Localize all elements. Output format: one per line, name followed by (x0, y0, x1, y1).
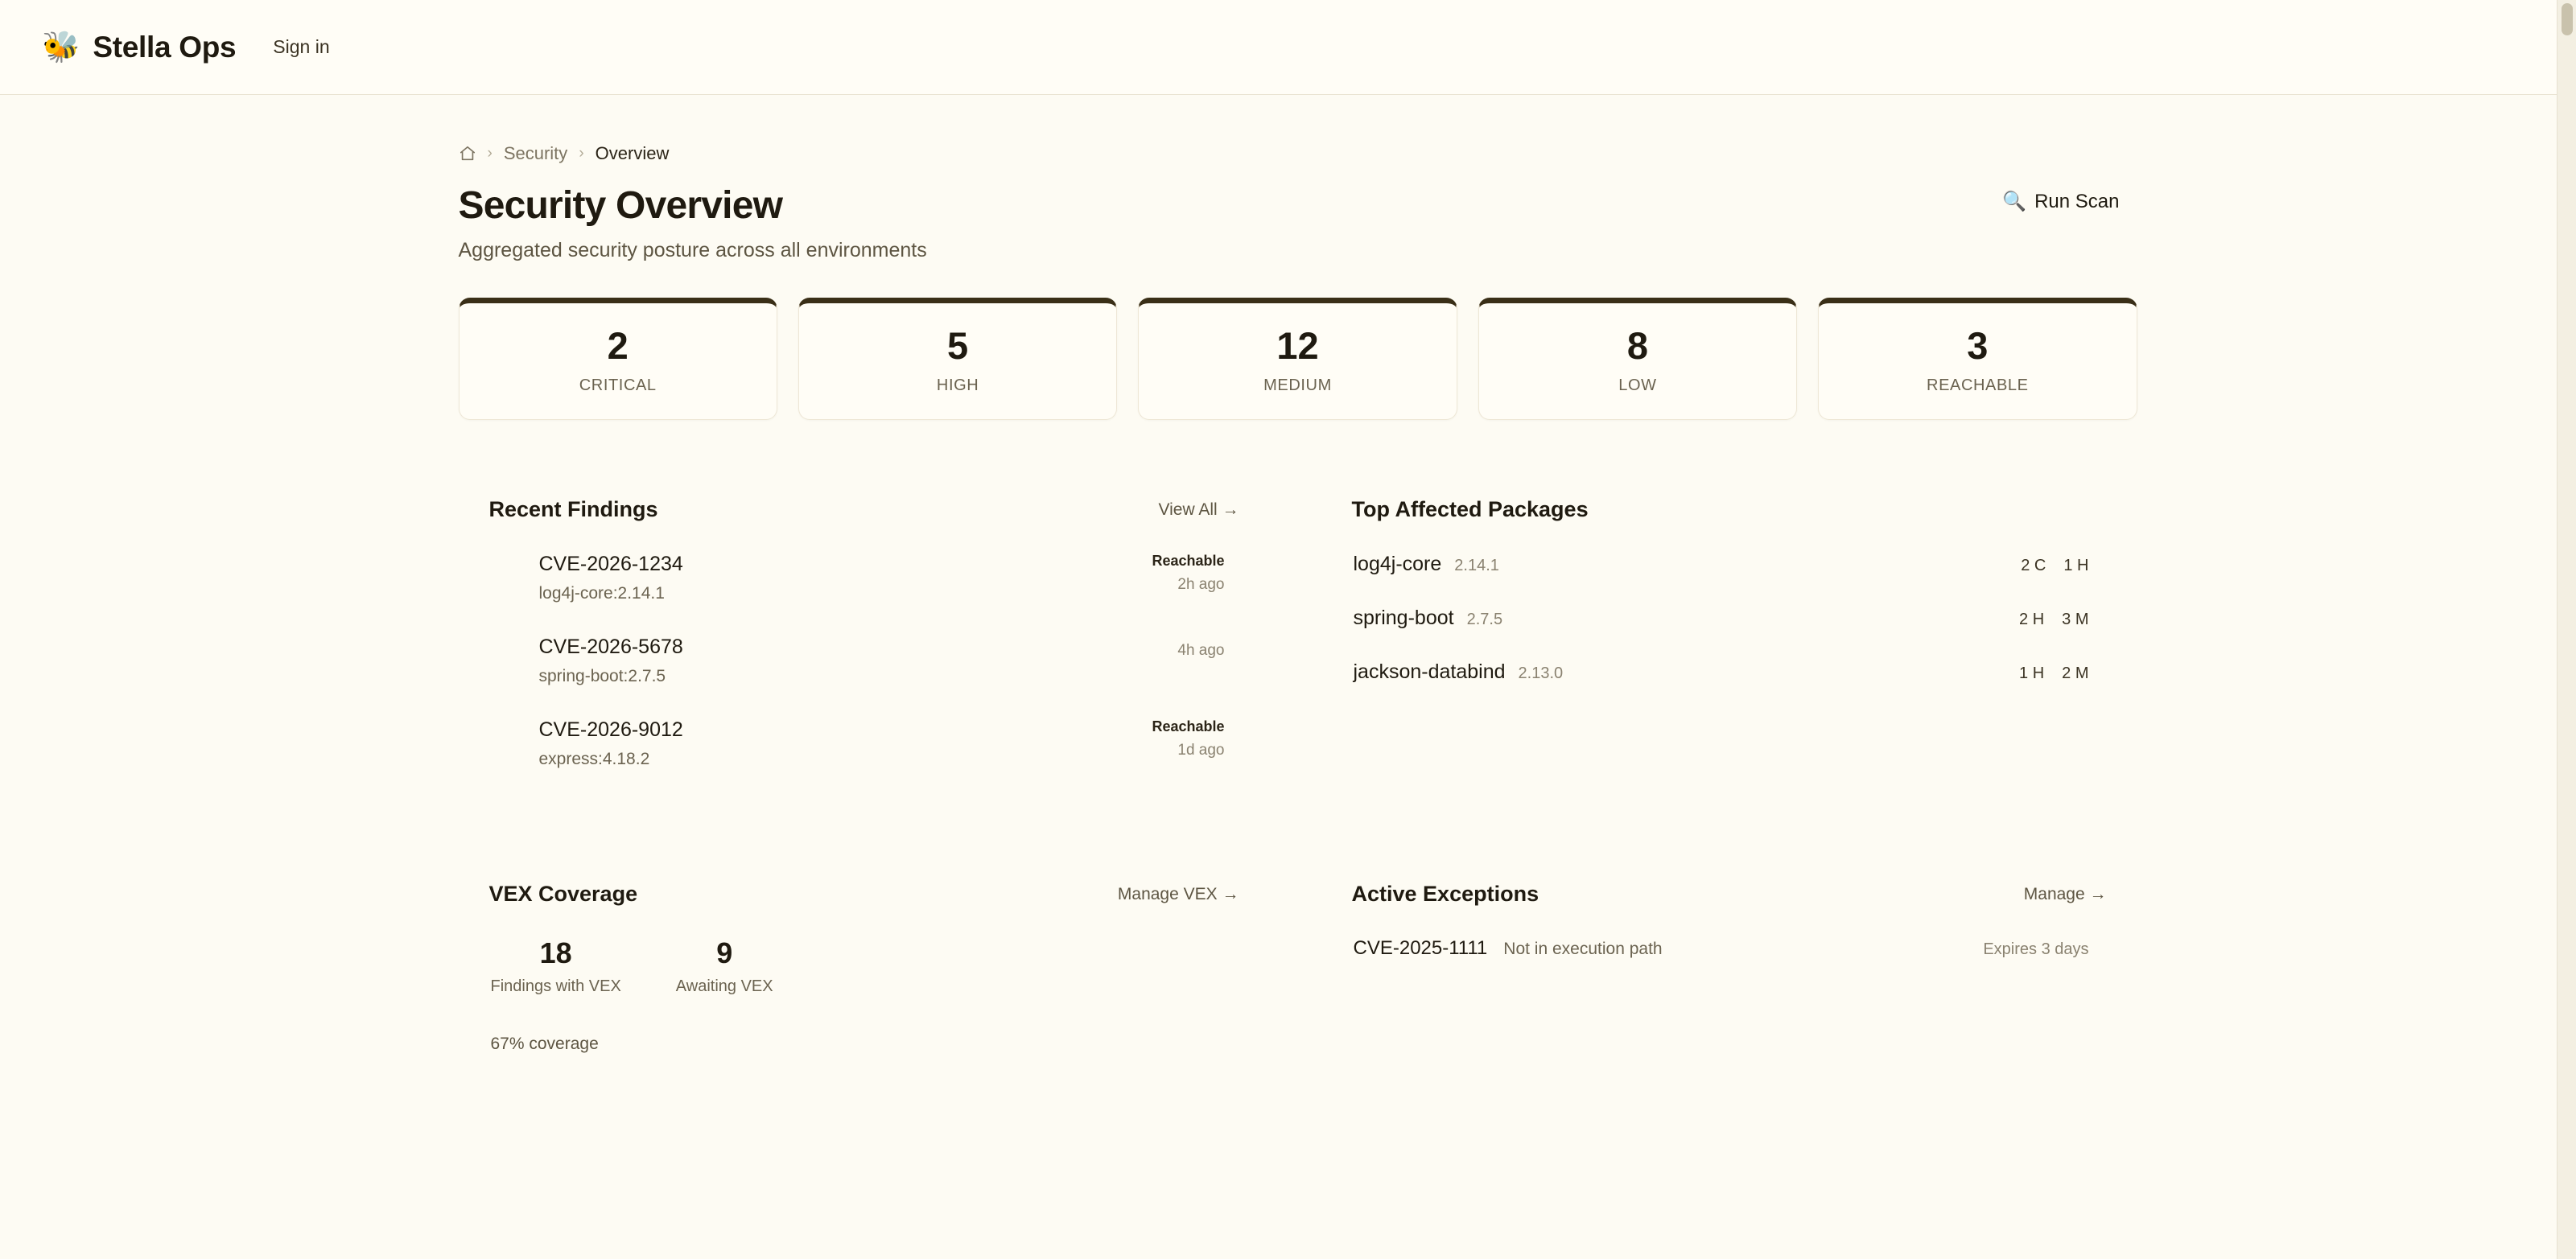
package-severity-counts (2019, 664, 2088, 683)
vex-metrics (489, 937, 1239, 996)
finding-main (539, 553, 683, 603)
severity-count: 2 C (2021, 557, 2046, 575)
package-row[interactable] (1352, 553, 2107, 576)
finding-meta (1177, 636, 1224, 660)
package-severity-counts (2021, 557, 2088, 575)
exception-id: CVE-2025-1111 (1353, 937, 1488, 960)
package-severity-counts (2019, 611, 2088, 629)
stat-value: 2 (607, 324, 629, 367)
stat-card-low[interactable] (1478, 298, 1797, 420)
top-packages-header (1352, 497, 2107, 522)
package-identity (1354, 553, 1499, 576)
vex-coverage-panel (459, 882, 1270, 1054)
finding-row[interactable] (489, 718, 1239, 769)
finding-timestamp: 1d ago (1177, 742, 1225, 759)
package-version: 2.13.0 (1518, 664, 1564, 683)
manage-vex-button[interactable]: Manage VEX → (1117, 884, 1239, 903)
severity-count: 1 H (2019, 664, 2045, 683)
package-name: spring-boot (1353, 607, 1454, 630)
top-navigation-bar (0, 0, 2576, 95)
finding-id: CVE-2026-1234 (538, 553, 683, 576)
metric-caption: Findings with VEX (490, 977, 621, 995)
bee-icon: 🐝 (42, 30, 80, 64)
vex-coverage-header (489, 882, 1239, 907)
metric-value: 9 (716, 936, 733, 970)
stat-label: CRITICAL (579, 376, 657, 395)
finding-main (539, 636, 683, 686)
breadcrumb-item-overview: Overview (595, 143, 670, 163)
stat-card-high[interactable] (798, 298, 1117, 420)
panel-title: Top Affected Packages (1351, 497, 1589, 522)
severity-count: 3 M (2062, 611, 2089, 629)
top-affected-packages-panel (1326, 497, 2137, 801)
page-subtitle: Aggregated security posture across all environments (458, 239, 927, 261)
manage-exceptions-button[interactable]: Manage → (2023, 884, 2107, 903)
finding-package: spring-boot:2.7.5 (538, 667, 666, 686)
breadcrumb (459, 143, 2137, 164)
page-scrollbar[interactable] (2557, 0, 2576, 1259)
package-name: jackson-databind (1353, 660, 1506, 684)
stat-label: LOW (1618, 376, 1657, 395)
status-badge: Reachable (1152, 718, 1225, 735)
home-icon[interactable] (459, 145, 476, 163)
stat-value: 8 (1626, 324, 1648, 367)
finding-id: CVE-2026-9012 (538, 718, 683, 742)
panel-title: Recent Findings (488, 497, 658, 522)
finding-meta (1152, 718, 1224, 759)
stat-card-medium[interactable] (1138, 298, 1457, 420)
scrollbar-thumb[interactable] (2562, 3, 2573, 35)
severity-count: 2 H (2019, 611, 2045, 629)
package-version: 2.7.5 (1466, 611, 1503, 629)
run-scan-label: Run Scan (2034, 190, 2120, 212)
recent-findings-panel (459, 497, 1270, 801)
vex-metric-findings-with-vex (491, 937, 621, 996)
status-badge: Reachable (1152, 553, 1225, 570)
vex-metric-awaiting-vex (676, 937, 773, 996)
package-row[interactable] (1352, 660, 2107, 684)
stat-value: 3 (1967, 324, 1989, 367)
package-row[interactable] (1352, 607, 2107, 630)
page-header-text (459, 183, 927, 262)
finding-id: CVE-2026-5678 (538, 636, 683, 659)
exception-expiry: Expires 3 days (1983, 940, 2089, 959)
magnifier-icon: 🔍 (2002, 191, 2027, 212)
upper-panels (459, 497, 2137, 801)
panel-title: VEX Coverage (488, 882, 638, 907)
finding-package: express:4.18.2 (538, 750, 650, 769)
active-exceptions-header (1352, 882, 2107, 907)
active-exceptions-panel (1326, 882, 2137, 1054)
recent-findings-header (489, 497, 1239, 522)
severity-count: 2 M (2062, 664, 2089, 683)
metric-caption: Awaiting VEX (675, 977, 773, 995)
finding-main (539, 718, 683, 769)
stat-label: HIGH (936, 376, 979, 395)
exception-identity (1354, 937, 1663, 960)
finding-row[interactable] (489, 636, 1239, 686)
stat-card-critical[interactable] (459, 298, 777, 420)
lower-panels (459, 882, 2137, 1054)
stat-label: REACHABLE (1927, 376, 2029, 395)
breadcrumb-separator-2: › (579, 145, 584, 162)
breadcrumb-separator-1: › (487, 145, 493, 162)
page-title: Security Overview (458, 184, 783, 227)
stat-label: MEDIUM (1263, 376, 1332, 395)
severity-stat-cards (459, 298, 2137, 420)
package-identity (1354, 607, 1503, 630)
finding-meta (1152, 553, 1224, 594)
page-content (0, 95, 2576, 1054)
stat-value: 12 (1276, 324, 1319, 367)
page-header (459, 183, 2137, 262)
finding-package: log4j-core:2.14.1 (538, 584, 665, 603)
stat-card-reachable[interactable] (1818, 298, 2137, 420)
package-name: log4j-core (1353, 553, 1442, 576)
severity-count: 1 H (2063, 557, 2089, 575)
finding-timestamp: 2h ago (1177, 576, 1225, 594)
panel-title: Active Exceptions (1351, 882, 1539, 907)
exception-note: Not in execution path (1503, 940, 1663, 959)
brand-name: Stella Ops (93, 30, 237, 64)
package-identity (1354, 660, 1564, 684)
stat-value: 5 (947, 324, 969, 367)
exception-row[interactable] (1352, 937, 2107, 960)
run-scan-button[interactable] (2002, 190, 2119, 213)
sign-in-button[interactable]: Sign in (258, 28, 344, 66)
metric-value: 18 (539, 936, 572, 970)
finding-timestamp: 4h ago (1177, 642, 1225, 660)
package-version: 2.14.1 (1454, 557, 1499, 575)
finding-row[interactable] (489, 553, 1239, 603)
brand (42, 31, 236, 64)
view-all-findings-button[interactable]: View All → (1158, 500, 1239, 519)
vex-coverage-text: 67% coverage (490, 1034, 599, 1053)
breadcrumb-item-security[interactable]: Security (503, 143, 568, 163)
